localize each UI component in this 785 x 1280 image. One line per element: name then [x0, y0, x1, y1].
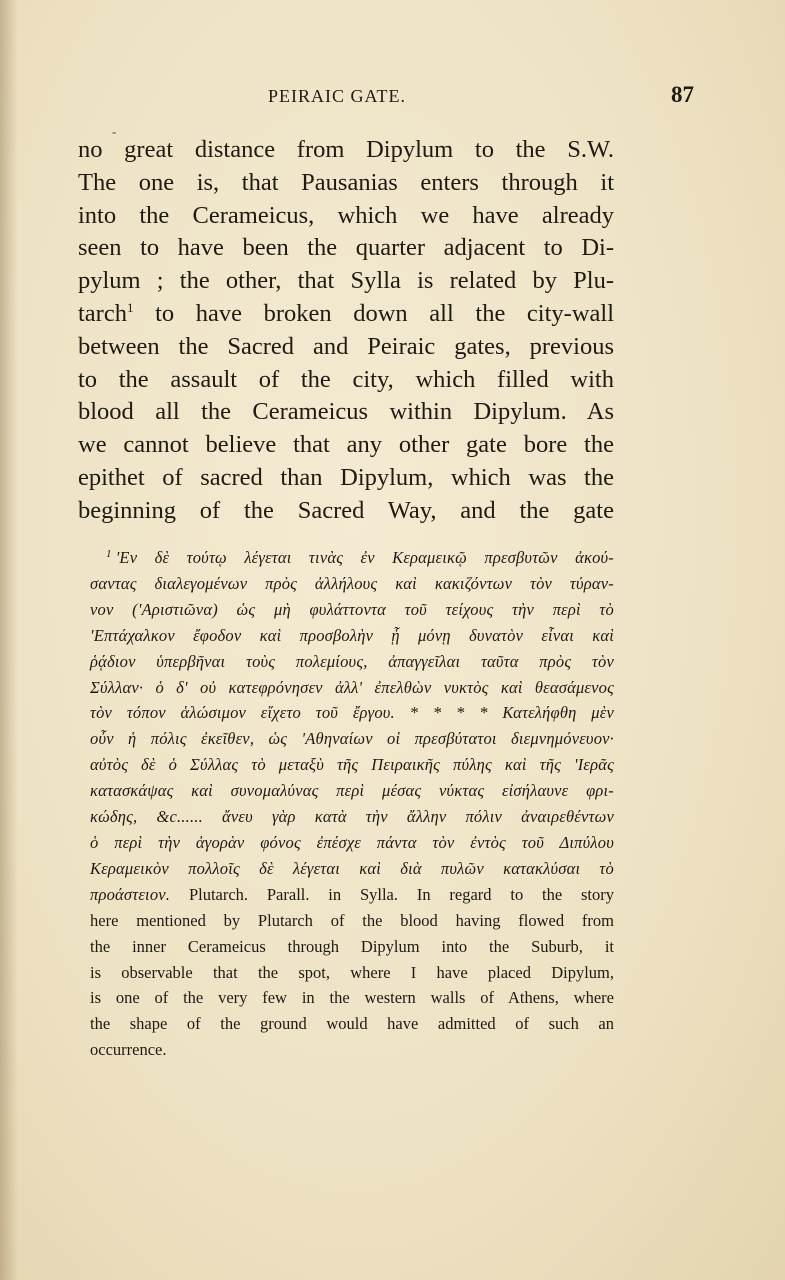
body-line: epithet of sacred than Dipylum, which was the: [78, 463, 614, 491]
footnote-greek-line: σαντας διαλεγομένων πρὸς ἀλλήλους καὶ κακιζόντων τὸν τύραν-: [90, 573, 614, 593]
main-text: [78, 134, 614, 528]
footnote-mixed-line: [90, 882, 614, 908]
body-line: pylum ; the other, that Sylla is related by Plu-: [78, 267, 614, 295]
footnote-greek-line: κώδης, &c...... ἄνευ γὰρ κατὰ τὴν ἄλλην πόλιν ἀναιρεθέντων: [90, 807, 614, 827]
footnote-greek-text: προάστειον.: [90, 884, 171, 904]
body-line-part: to have broken down all the city-wall: [133, 299, 614, 327]
footnote-greek-line: 'Επτάχαλκον ἔφοδον καὶ προσβολὴν ᾗ μόνῃ δυνατὸν εἶναι καὶ: [90, 625, 614, 645]
footnote-reference: 1: [126, 299, 134, 315]
footnote-greek-line: νον ('Αριστιῶνα) ὡς μὴ φυλάττοντα τοῦ τείχους τὴν περὶ τὸ: [90, 599, 614, 619]
footnote-greek-line: αὐτὸς δὲ ὁ Σύλλας τὸ μεταξὺ τῆς Πειραικῆς πύλης καὶ τῆς 'Ιερᾶς: [90, 755, 614, 775]
footnote-greek-line: Σύλλαν· ὁ δ' οὐ κατεφρόνησεν ἀλλ' ἐπελθὼν νυκτὸς καὶ θεασάμενος: [90, 677, 614, 697]
body-line: seen to have been the quarter adjacent to Di-: [78, 234, 614, 262]
running-head: [78, 82, 694, 116]
running-title: PEIRAIC GATE.: [268, 86, 406, 106]
body-line: between the Sacred and Peiraic gates, previous: [78, 332, 614, 360]
body-line: beginning of the Sacred Way, and the gate: [78, 496, 614, 524]
footnote-english-line: here mentioned by Plutarch of the blood having flowed from: [90, 910, 614, 930]
footnote-english-line: is observable that the spot, where I have placed Dipylum,: [90, 962, 614, 982]
footnote-english-line: the shape of the ground would have admitted of such an: [90, 1014, 614, 1034]
binding-shadow: [0, 0, 18, 1280]
footnote-greek-line: [90, 545, 614, 571]
body-line: blood all the Cerameicus within Dipylum. As: [78, 398, 614, 426]
footnote-greek-line: Κεραμεικὸν πολλοῖς δὲ λέγεται καὶ διὰ πυλῶν κατακλύσαι τὸ: [90, 858, 614, 878]
footnote-english-line: occurrence.: [90, 1040, 167, 1060]
body-line-with-note: [78, 298, 614, 331]
footnote-greek-text: 'Εν δὲ τούτῳ λέγεται τινὰς ἐν Κεραμεικῷ πρεσβυτῶν ἀκού-: [115, 548, 614, 567]
footnote-english-line: the inner Cerameicus through Dipylum into the Suburb, it: [90, 936, 614, 956]
body-line: to the assault of the city, which filled with: [78, 365, 614, 393]
footnote-greek-line: οὖν ἡ πόλις ἐκεῖθεν, ὡς 'Αθηναίων οἱ πρεσβύτατοι διεμνημόνευον·: [90, 729, 614, 749]
footnote-greek-line: ῥᾴδιον ὑπερβῆναι τοὺς πολεμίους, ἀπαγγεῖλαι ταῦτα πρὸς τὸν: [90, 651, 614, 671]
body-line: we cannot believe that any other gate bore the: [78, 431, 614, 459]
footnote-greek-line: κατασκάψας καὶ συνομαλύνας περὶ μέσας νύκτας εἰσήλαυνε φρι-: [90, 781, 614, 801]
footnote-english-line: is one of the very few in the western walls of Athens, where: [90, 988, 614, 1008]
footnote-marker: 1: [106, 547, 112, 560]
stray-mark: -: [112, 124, 117, 139]
footnote-greek-line: τὸν τόπον ἁλώσιμον εἴχετο τοῦ ἔργου. * * * * Κατελήφθη μὲν: [90, 703, 614, 723]
footnote: [90, 545, 614, 1063]
body-line-part: tarch: [78, 299, 127, 327]
footnote-english-text: Plutarch. Parall. in Sylla. In regard to the story: [170, 884, 614, 904]
body-line: no great distance from Dipylum to the S.W.: [78, 136, 614, 163]
body-line: into the Cerameicus, which we have already: [78, 201, 614, 229]
body-line: The one is, that Pausanias enters through it: [78, 168, 614, 196]
footnote-greek-line: ὁ περὶ τὴν ἀγορὰν φόνος ἐπέσχε πάντα τὸν ἐντὸς τοῦ Διπύλου: [90, 832, 614, 852]
page-number: 87: [671, 82, 694, 107]
